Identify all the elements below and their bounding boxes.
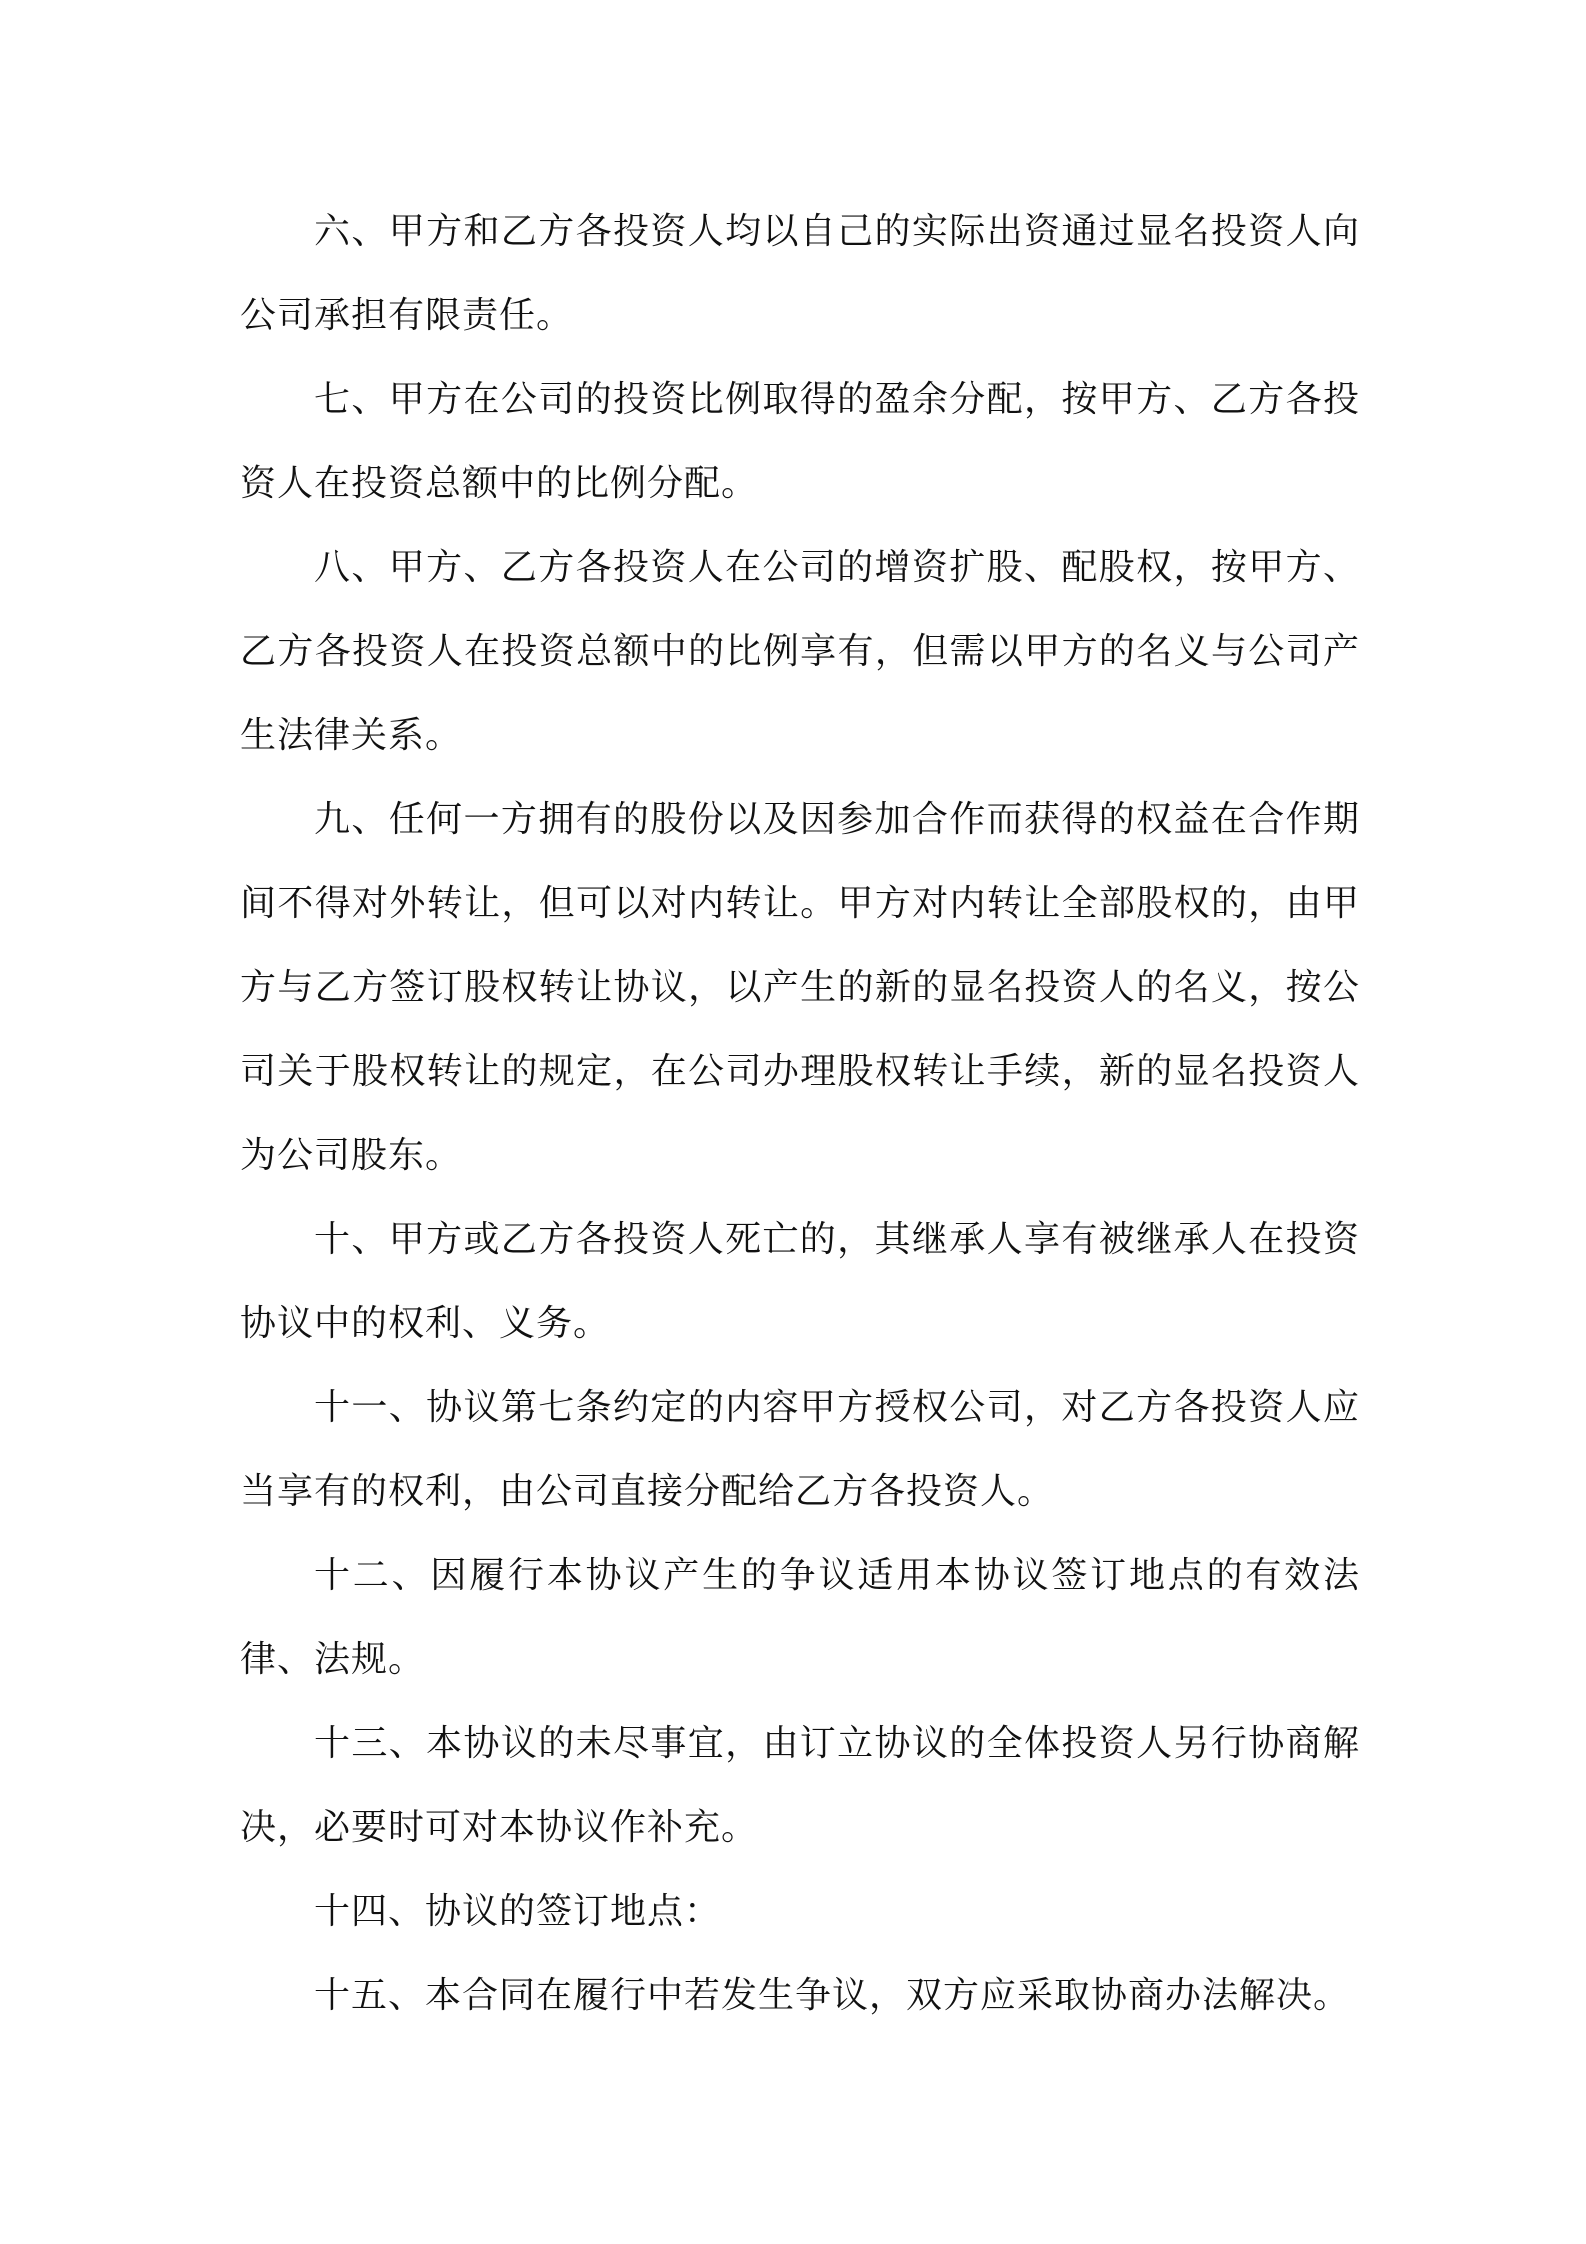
clause-12: 十二、因履行本协议产生的争议适用本协议签订地点的有效法律、法规。 bbox=[240, 1555, 1360, 1680]
clause-6: 六、甲方和乙方各投资人均以自己的实际出资通过显名投资人向公司承担有限责任。 bbox=[240, 211, 1360, 336]
clause-15: 十五、本合同在履行中若发生争议，双方应采取协商办法解决。 bbox=[314, 1975, 1351, 2016]
clause-10: 十、甲方或乙方各投资人死亡的，其继承人享有被继承人在投资协议中的权利、义务。 bbox=[240, 1219, 1360, 1344]
clause-14: 十四、协议的签订地点： bbox=[314, 1891, 722, 1932]
document-body bbox=[240, 190, 1360, 2038]
clause-13: 十三、本协议的未尽事宜，由订立协议的全体投资人另行协商解决，必要时可对本协议作补充。 bbox=[240, 1723, 1360, 1848]
clause-9: 九、任何一方拥有的股份以及因参加合作而获得的权益在合作期间不得对外转让，但可以对内转让。甲方对内转让全部股权的，由甲方与乙方签订股权转让协议，以产生的新的显名投资人的名义，按公司关于股权转让的规定，在公司办理股权转让手续，新的显名投资人为公司股东。 bbox=[240, 799, 1360, 1176]
clause-11: 十一、协议第七条约定的内容甲方授权公司，对乙方各投资人应当享有的权利，由公司直接分配给乙方各投资人。 bbox=[240, 1387, 1360, 1512]
clause-7: 七、甲方在公司的投资比例取得的盈余分配，按甲方、乙方各投资人在投资总额中的比例分配。 bbox=[240, 379, 1360, 504]
clause-8: 八、甲方、乙方各投资人在公司的增资扩股、配股权，按甲方、乙方各投资人在投资总额中的比例享有，但需以甲方的名义与公司产生法律关系。 bbox=[240, 547, 1360, 756]
